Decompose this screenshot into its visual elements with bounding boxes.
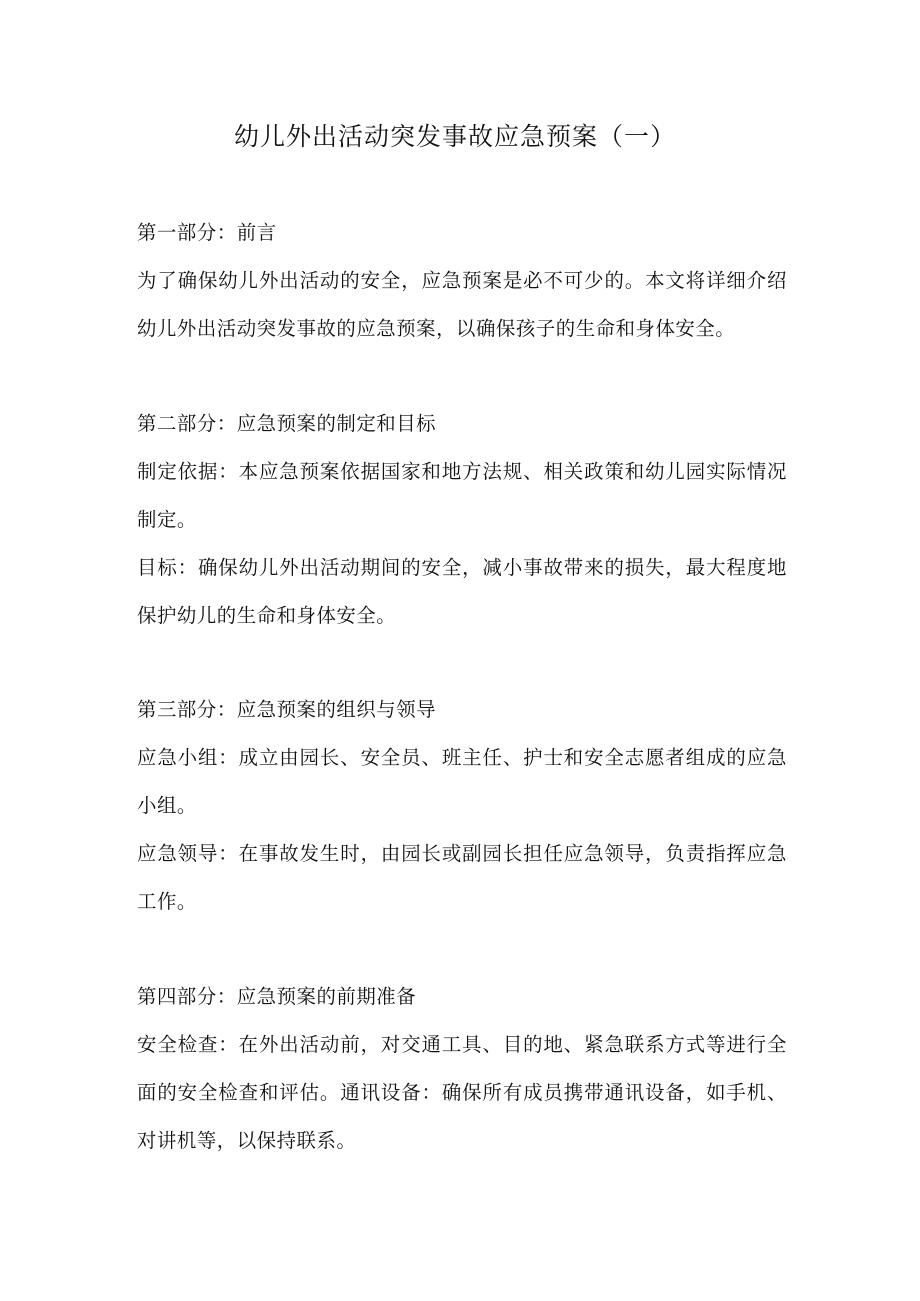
section-3-heading: 第三部分：应急预案的组织与领导 <box>137 698 437 721</box>
section-2-paragraph-2: 目标：确保幼儿外出活动期间的安全，减小事故带来的损失，最大程度地保护幼儿的生命和身体安全。 <box>137 556 787 627</box>
section-2-paragraph-1: 制定依据：本应急预案依据国家和地方法规、相关政策和幼儿园实际情况制定。 <box>137 460 787 531</box>
section-3-paragraph-1: 应急小组：成立由园长、安全员、班主任、护士和安全志愿者组成的应急小组。 <box>137 746 787 817</box>
section-1-heading: 第一部分：前言 <box>137 221 277 244</box>
section-4-paragraph-1: 安全检查：在外出活动前，对交通工具、目的地、紧急联系方式等进行全面的安全检查和评估。通讯设备：确保所有成员携带通讯设备，如手机、对讲机等，以保持联系。 <box>137 1033 787 1152</box>
document-title: 幼儿外出活动突发事故应急预案（一） <box>233 122 676 151</box>
section-4-heading: 第四部分：应急预案的前期准备 <box>137 985 417 1008</box>
section-3-paragraph-2: 应急领导：在事故发生时，由园长或副园长担任应急领导，负责指挥应急工作。 <box>137 842 787 913</box>
section-1-paragraph-1: 为了确保幼儿外出活动的安全，应急预案是必不可少的。本文将详细介绍幼儿外出活动突发事故的应急预案，以确保孩子的生命和身体安全。 <box>137 269 787 340</box>
section-2-heading: 第二部分：应急预案的制定和目标 <box>137 412 437 435</box>
